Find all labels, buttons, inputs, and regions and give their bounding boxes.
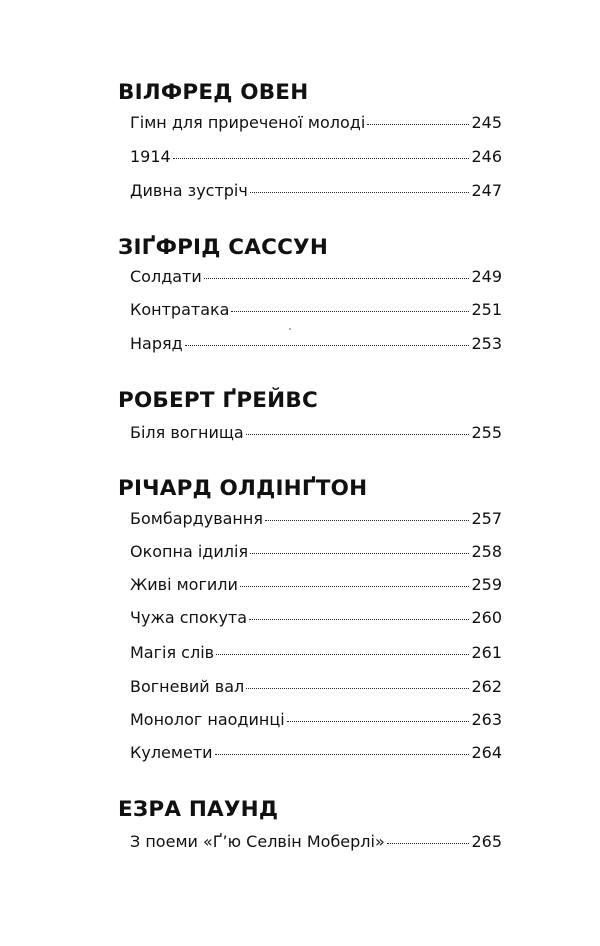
entry-title: 1914 [130,147,171,166]
page-number: 265 [471,832,502,851]
page-number: 260 [471,608,502,627]
entry-title: З поеми «Ґ’ю Селвін Моберлі» [130,832,385,851]
author-heading: ЗІҐФРІД САССУН [118,235,329,260]
toc-entry[interactable] [130,539,502,565]
page-number: 259 [471,575,502,594]
dot-leader [240,586,470,587]
dot-leader [387,843,470,844]
dot-leader [215,754,470,755]
author-heading: РІЧАРД ОЛДІНҐТОН [118,476,368,501]
dot-leader [249,619,469,620]
dot-leader [246,434,470,435]
entry-title: Вогневий вал [130,677,245,696]
toc-entry[interactable] [130,110,502,136]
toc-entry[interactable] [130,506,502,532]
dot-leader [173,158,470,159]
dot-leader [185,345,470,346]
toc-entry[interactable] [130,707,502,733]
toc-entry[interactable] [130,829,502,855]
author-heading: ЕЗРА ПАУНД [118,797,279,822]
entry-title: Окопна ідилія [130,542,249,561]
author-heading: РОБЕРТ ҐРЕЙВС [118,388,318,413]
entry-title: Гімн для приреченої молоді [130,113,366,132]
entry-title: Контратака [130,300,230,319]
page-number: 257 [471,509,502,528]
dot-leader [367,124,469,125]
dot-leader [250,192,470,193]
dot-leader [265,520,469,521]
entry-title: Біля вогнища [130,423,244,442]
page-number: 253 [471,334,502,353]
dot-leader [246,688,469,689]
page-number: 262 [471,677,502,696]
entry-title: Дивна зустріч [130,181,248,200]
entry-title: Кулемети [130,743,213,762]
entry-title: Магія слів [130,643,215,662]
page-number: 249 [471,267,502,286]
entry-title: Солдати [130,267,202,286]
page-number: 258 [471,542,502,561]
toc-entry[interactable] [130,640,502,666]
page-number: 255 [471,423,502,442]
entry-title: Наряд [130,334,183,353]
entry-title: Бомбардування [130,509,263,528]
dot-leader [216,654,469,655]
print-speck [289,328,291,330]
toc-entry[interactable] [130,264,502,290]
toc-entry[interactable] [130,297,502,323]
entry-title: Живі могили [130,575,238,594]
toc-entry[interactable] [130,605,502,631]
page-number: 245 [471,113,502,132]
toc-entry[interactable] [130,144,502,170]
toc-entry[interactable] [130,572,502,598]
page-number: 246 [471,147,502,166]
toc-entry[interactable] [130,178,502,204]
entry-title: Монолог наодинці [130,710,285,729]
toc-entry[interactable] [130,740,502,766]
dot-leader [204,278,470,279]
page-number: 247 [471,181,502,200]
entry-title: Чужа спокута [130,608,248,627]
toc-entry[interactable] [130,420,502,446]
page-number: 251 [471,300,502,319]
toc-entry[interactable] [130,331,502,357]
page-number: 263 [471,710,502,729]
dot-leader [250,553,469,554]
author-heading: ВІЛФРЕД ОВЕН [118,80,309,105]
dot-leader [231,311,469,312]
page-number: 264 [471,743,502,762]
dot-leader [287,721,470,722]
page-number: 261 [471,643,502,662]
toc-entry[interactable] [130,674,502,700]
